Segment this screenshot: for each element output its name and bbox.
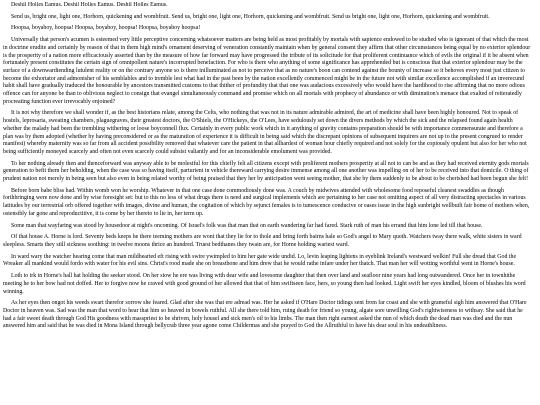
paragraph-wayfaring: Some man that wayfaring was stood by housedoor at night's oncoming. Of Israel's folk was that man that on earth wandering far had fared. Stark ruth of man his errand that him lone led till that house. <box>11 222 483 229</box>
paragraph-watcher: In ward wary the watcher hearing come that man mildhearted eft rising with swire ywimpled to him her gate wide undid. Lo, levin leaping lightens in eyeblink Ireland's westward welkin! Full she dread that God the Wreaker all mankind would fordo with water for his evil sins. Christ's rood made she on breastbone and him drew that he would rathe infare under her thatch. That man her will wotting worthful went in Horne's house. <box>3 253 517 268</box>
document-page <box>3 2 531 403</box>
paragraph-loth-to-irk: Loth to irk in Horne's hall hat holding the seeker stood. On her stow he ere was living with dear wife and lovesome daughter that then over land and seafloor nine years had long outwandered. Once her in townhithe meeting he to her bow had not doffed. Her to forgive now he craved with good ground of her allowed that that of him swiftseen face, hers, so young then had looked. Light swift her eyes kindled, bloom of blushes his word winning. <box>3 273 526 295</box>
paragraph-send-us: Send us, bright one, light one, Horhorn, quickening and wombfruit. Send us, bright one, light one, Horhorn, quickening and wombfruit. Send us bright one, light one, Horhorn, quickening and wombfruit. <box>11 13 490 20</box>
paragraph-before-born: Before born babe bliss had. Within womb won he worship. Whatever in that one case done commodiously done was. A couch by midwives attended with wholesome food reposeful cleanest swaddles as though forthbringing were now done and by wise foresight set: but to this no less of what drugs there is need and surgical implements which are pertaining to her case not omitting aspect of all very distracting spectacles in various latitudes by our terrestrial orb offered together with images, divine and human, the cogitation of which by sejunct females is to tumescence conducive or eases issue in the high sunbright wellbuilt fair home of mothers when, ostensibly far gone and reproductitive, it is come by her thereto to lie in, her term up. <box>3 187 530 217</box>
paragraph-universally: Universally that person's acumen is esteemed very little perceptive concerning whatsoever matters are being held as most profitably by mortals with sapience endowed to be studied who is ignorant of that which the most in doctrine erudite and certainly by reason of that in them high mind's ornament deserving of veneration constantly maintain when by general consent they affirm that other circumstances being equal by no exterior splendour is the prosperity of a nation more efficaciously asserted than by the measure of how far forward may have progressed the tribute of its solicitude for that proliferent continuance which of evils the original if it be absent when fortunately present constitutes the certain sign of omnipollent nature's incorrupted benefaction. For who is there who anything of some significance has apprehended but is conscious that that exterior splendour may be the surface of a downwardtending lutulent reality or on the contrary anyone so is there inilluminated as not to perceive that as no nature's boon can contend against the bounty of increase so it behoves every most just citizen to become the exhortator and admonisher of his semblables and to tremble lest what had in the past been by the nation excellently commenced might be in the future not with similar excellence accomplished if an inverecund habit shall have gradually traduced the honourable by ancestors transmitted customs to that thither of profundity that that one was audacious excessively who would have the hardihood to rise affirming that no more odious offence can for anyone be than to oblivious neglect to consign that evangel simultaneously command and promise which on all mortals with prophecy of abundance or with diminution's menace that exalted of reiteratedly procreating function ever irrevocably enjoined? <box>3 37 531 105</box>
paragraph-to-her: To her nothing already then and thenceforward was anyway able to be molestful for this chiefly felt all citizens except with proliferent mothers prosperity at all not to can be and as they had received eternity gods mortals generation to befit them her beholding, when the case was so having itself, parturient in vehicle thereward carrying desire immense among all one another was impelling on of her to be received into that domicile. O thing of prudent nation not merely in being seen but also even in being related worthy of being praised that they her by anticipation went seeing mother, that she by them suddenly to be about to be cherished had been begun she felt! <box>3 160 529 183</box>
paragraph-celts: It is not why therefore we shall wonder if, as the best historians relate, among the Celts, who nothing that was not in its nature admirable admired, the art of medicine shall have been highly honoured. Not to speak of hostels, leprosaria, sweating chambers, plaguegraves, their greatest doctors, the O'Shiels, the O'Hickeys, the O'Lees, have sedulously set down the divers methods by which the sick and the relapsed found again health whether the malady had been the trembling withering or loose boyconnell flux. Certainly in every public work which in it anything of gravity contains preparation should be with importance commensurate and therefore a plan was by them adopted (whether by having preconsidered or as the maturation of experience it is difficult in being said which the discrepant opinions of subsequent inquirers are not up to the present congrued to render manifest) whereby maternity was so far from all accident possibility removed that whatever care the patient in that allhardest of woman hour chiefly required and not solely for the copiously opulent but also for her who not being sufficiently moneyed scarcely and often not even scarcely could subsist valiantly and for an inconsiderable emolument was provided. <box>3 110 527 155</box>
paragraph-horne-house: Of that house A. Horne is lord. Seventy beds keeps he there teeming mothers are wont that they lie for to thole and bring forth bairns hale so God's angel to Mary quoth. Watchers tway there walk, white sisters in ward sleepless. Smarts they still sickness soothing: in twelve moons thrice an hundred. Truest bedthanes they twain are, for Horne holding wariest ward. <box>3 234 522 248</box>
paragraph-hoopsa: Hoopsa, boyaboy, hoopsa! Hoopsa, boyaboy, hoopsa! Hoopsa, boyaboy hoopsa! <box>11 25 201 32</box>
paragraph-invocation: Deshil Holles Eamus. Deshil Holles Eamus. Deshil Holles Eamus. <box>11 2 168 8</box>
paragraph-her-eyes: As her eyes then ongot his weeds swart therefor sorrow she feared. Glad after she was that ere adread was. Her he asked if O'Hare Doctor tidings sent from far coast and she with grameful sigh him answered that O'Hare Doctor in heaven was. Sad was the man that word to hear that him so heaved in bowels ruthful. All she there told him, ruing death for friend so young, algate sore unwilling God's rightwiseness to withsay. She said that he had a fair sweet death through God His goodness with masspriest to be shriven, holy housel and sick men's oil to his limbs. The man then right earnest asked the nun of which death the dead man was died and the nun answered him and said that he was died in Mona Island through bellycrab three year agone come Childermas and she prayed to God the Allruthful to have his dear soul in his undeathliness. <box>3 300 527 330</box>
